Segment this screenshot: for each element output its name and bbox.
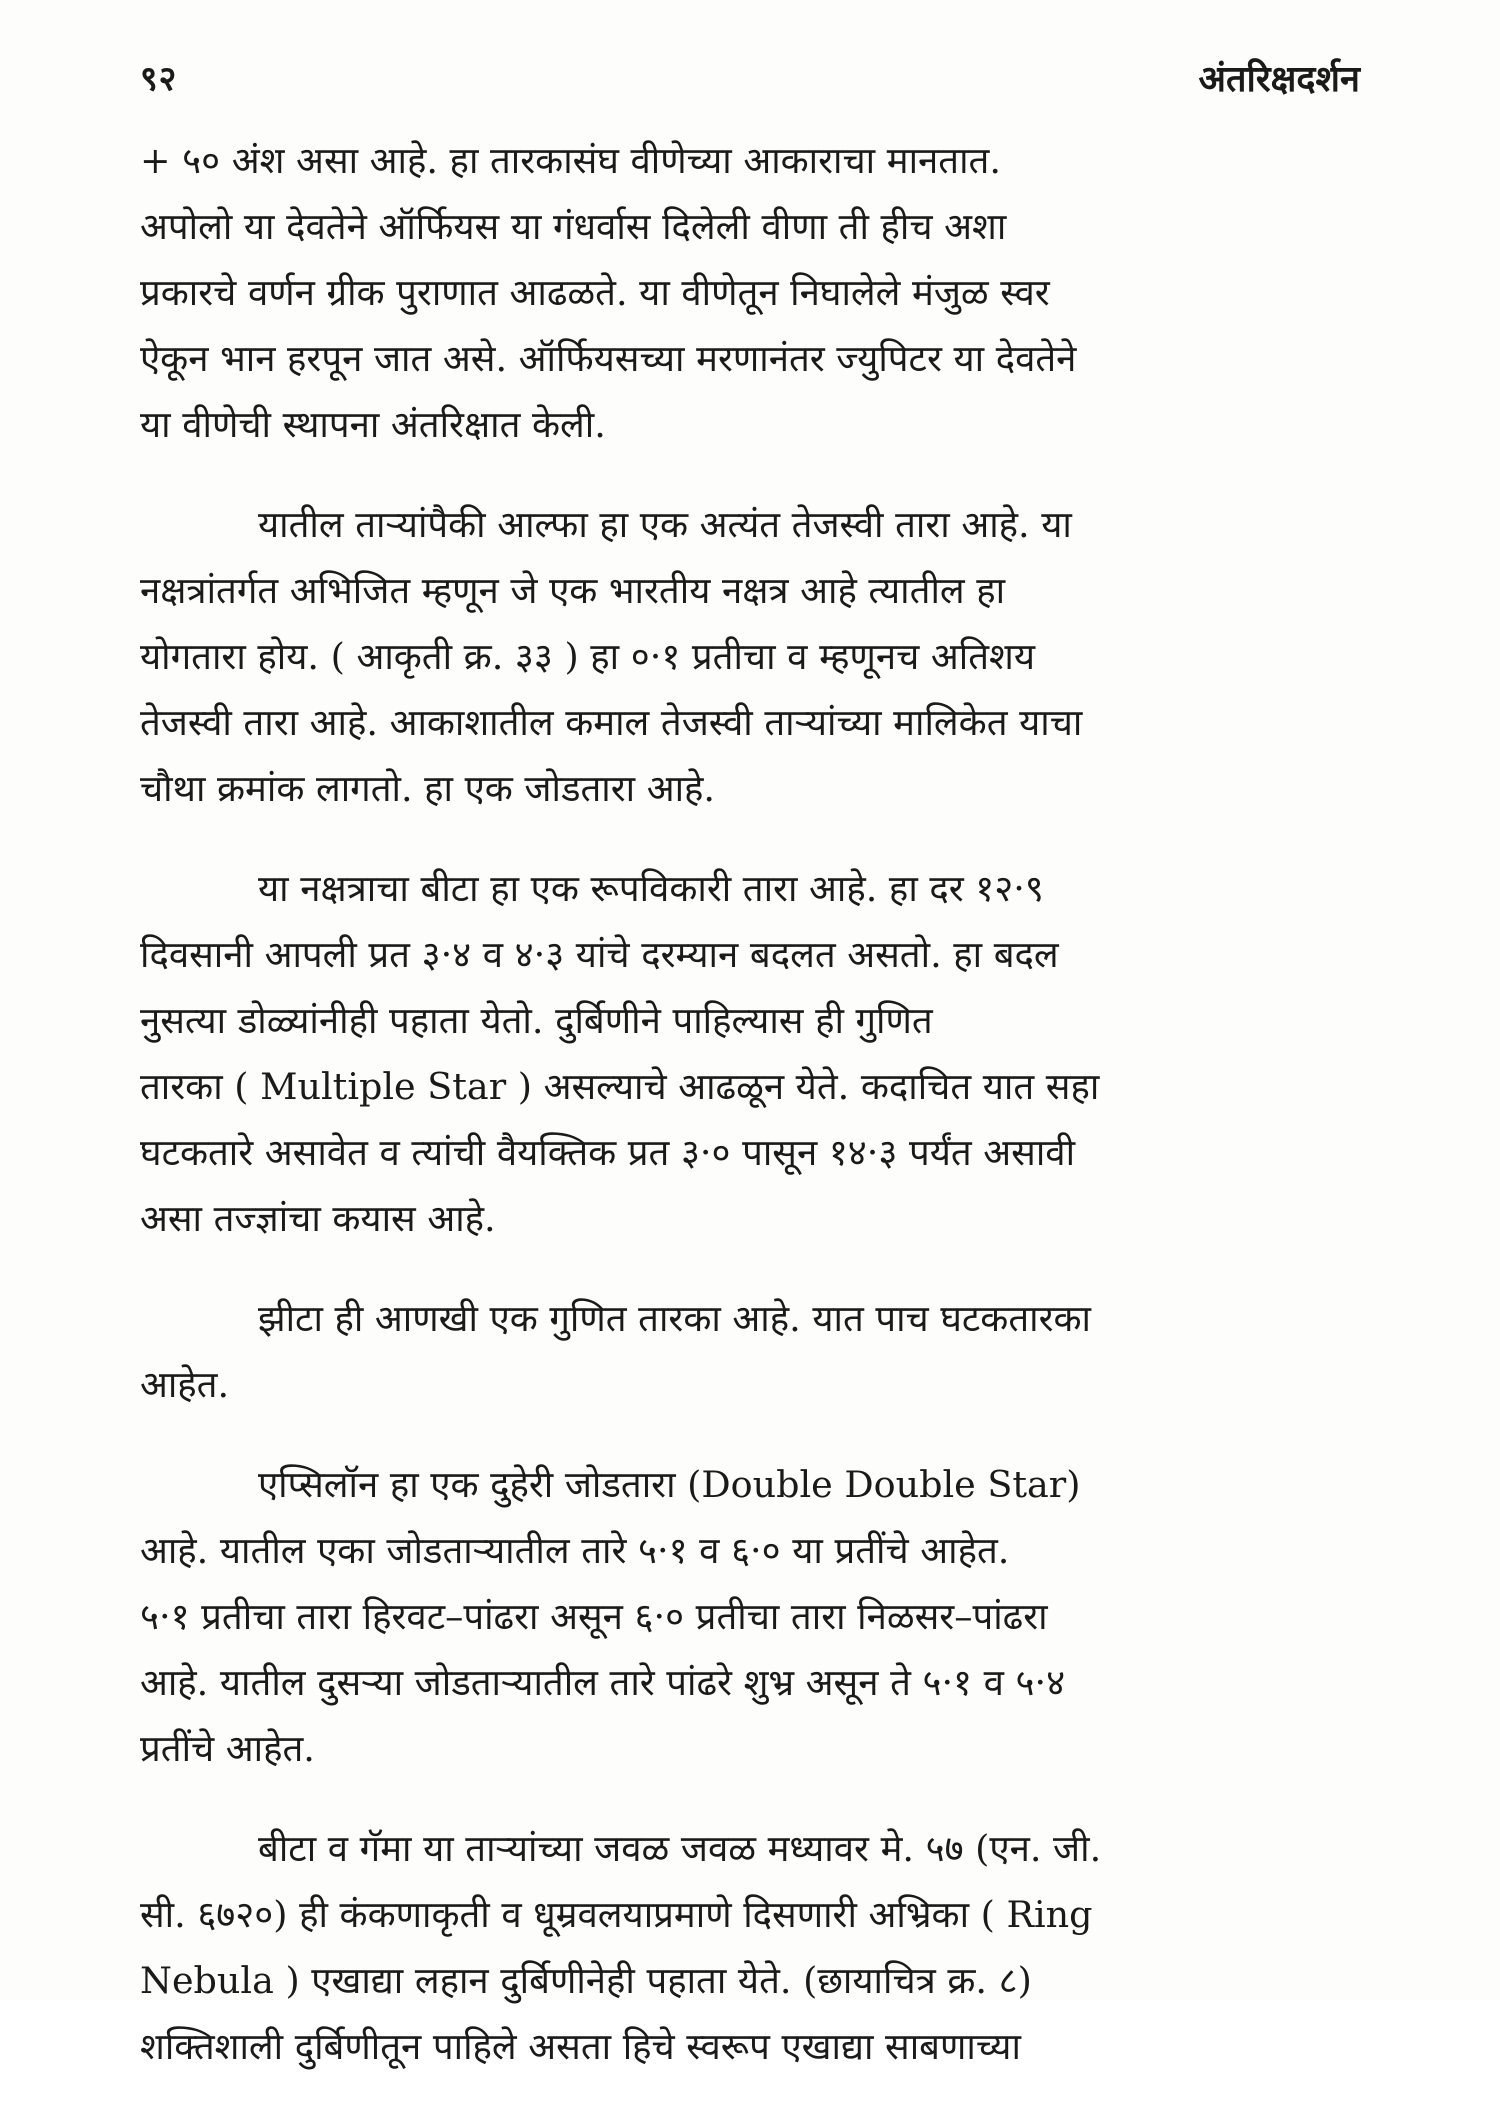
text-line: दिवसानी आपली प्रत ३·४ व ४·३ यांचे दरम्यान बदलत असतो. हा बदल — [140, 933, 1059, 976]
text-line: एप्सिलॉन हा एक दुहेरी जोडतारा (Double Double Star) — [258, 1463, 1081, 1506]
paragraph-beta — [140, 856, 1350, 1252]
text-line: तारका ( Multiple Star ) असल्याचे आढळून येते. कदाचित यात सहा — [140, 1065, 1100, 1108]
text-line: सी. ६७२०) ही कंकणाकृती व धूम्रवलयाप्रमाणे दिसणारी अभ्रिका ( Ring — [140, 1893, 1093, 1936]
text-line: तेजस्वी तारा आहे. आकाशातील कमाल तेजस्वी ताऱ्यांच्या मालिकेत याचा — [140, 701, 1083, 744]
text-line: ५·१ प्रतीचा तारा हिरवट–पांढरा असून ६·० प्रतीचा तारा निळसर–पांढरा — [140, 1595, 1048, 1638]
text-line: Nebula ) एखाद्या लहान दुर्बिणीनेही पहाता येते. (छायाचित्र क्र. ८) — [140, 1959, 1032, 2002]
text-line: चौथा क्रमांक लागतो. हा एक जोडतारा आहे. — [140, 767, 716, 810]
paragraph-alpha — [140, 492, 1350, 822]
text-line: नुसत्या डोळ्यांनीही पहाता येतो. दुर्बिणीने पाहिल्यास ही गुणित — [140, 999, 933, 1042]
text-line: आहे. यातील एका जोडताऱ्यातील तारे ५·१ व ६·० या प्रतींचे आहेत. — [140, 1529, 1010, 1572]
text-line: आहेत. — [140, 1363, 230, 1406]
text-line: + ५० अंश असा आहे. हा तारकासंघ वीणेच्या आकाराचा मानतात. — [140, 139, 1001, 182]
text-line: असा तज्ज्ञांचा कयास आहे. — [140, 1197, 496, 1240]
paragraph-epsilon — [140, 1452, 1350, 1782]
page-body — [140, 128, 1350, 2114]
text-line: बीटा व गॅमा या ताऱ्यांच्या जवळ जवळ मध्यावर मे. ५७ (एन. जी. — [258, 1827, 1102, 1870]
page-header — [140, 52, 1360, 102]
text-line: यातील ताऱ्यांपैकी आल्फा हा एक अत्यंत तेजस्वी तारा आहे. या — [258, 503, 1072, 546]
page-number: ९२ — [140, 59, 178, 99]
paragraph-ring-nebula — [140, 1816, 1350, 2080]
running-title: अंतरिक्षदर्शन — [1198, 57, 1360, 100]
text-line: ऐकून भान हरपून जात असे. ऑर्फियसच्या मरणानंतर ज्युपिटर या देवतेने — [140, 337, 1077, 380]
text-line: प्रतींचे आहेत. — [140, 1727, 315, 1770]
text-line: या नक्षत्राचा बीटा हा एक रूपविकारी तारा आहे. हा दर १२·९ — [258, 867, 1044, 910]
text-line: योगतारा होय. ( आकृती क्र. ३३ ) हा ०·१ प्रतीचा व म्हणूनच अतिशय — [140, 635, 1036, 678]
text-line: आहे. यातील दुसऱ्या जोडताऱ्यातील तारे पांढरे शुभ्र असून ते ५·१ व ५·४ — [140, 1661, 1066, 1704]
text-line: घटकतारे असावेत व त्यांची वैयक्तिक प्रत ३·० पासून १४·३ पर्यंत असावी — [140, 1131, 1076, 1174]
text-line: झीटा ही आणखी एक गुणित तारका आहे. यात पाच घटकतारका — [258, 1297, 1091, 1340]
paragraph-zeta — [140, 1286, 1350, 1418]
text-line: प्रकारचे वर्णन ग्रीक पुराणात आढळते. या वीणेतून निघालेले मंजुळ स्वर — [140, 271, 1050, 314]
text-line: या वीणेची स्थापना अंतरिक्षात केली. — [140, 403, 606, 446]
text-line: शक्तिशाली दुर्बिणीतून पाहिले असता हिचे स्वरूप एखाद्या साबणाच्या — [140, 2025, 1021, 2068]
paragraph-lyra-intro — [140, 128, 1350, 458]
text-line: अपोलो या देवतेने ऑर्फियस या गंधर्वास दिलेली वीणा ती हीच अशा — [140, 205, 1007, 248]
text-line: नक्षत्रांतर्गत अभिजित म्हणून जे एक भारतीय नक्षत्र आहे त्यातील हा — [140, 569, 1006, 612]
